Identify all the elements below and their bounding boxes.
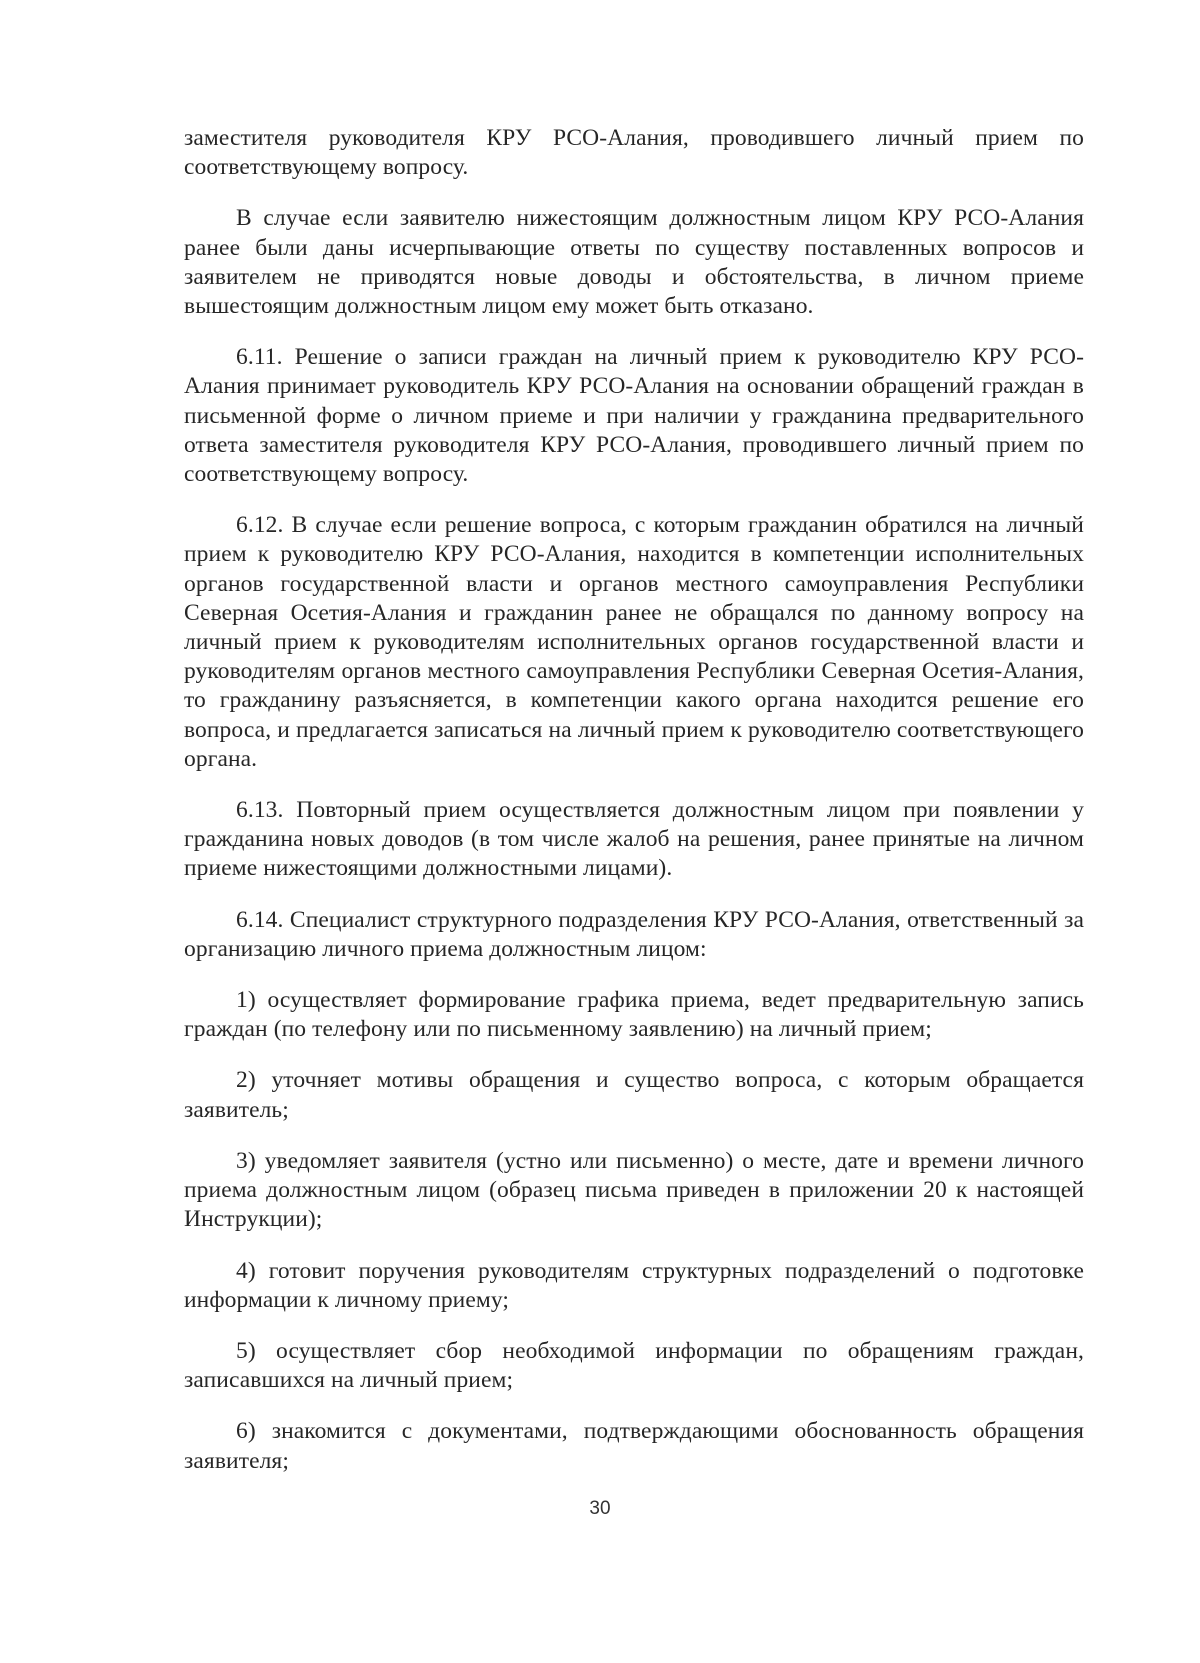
list-item-6: 6) знакомится с документами, подтверждающими обоснованность обращения заявителя; <box>184 1418 1084 1474</box>
paragraph-continuation: заместителя руководителя КРУ РСО-Алания, проводившего личный прием по соответствующему вопросу. <box>184 125 1084 181</box>
page-number: 30 <box>589 1498 611 1519</box>
document-body <box>184 124 1084 1498</box>
paragraph-refusal-case: В случае если заявителю нижестоящим должностным лицом КРУ РСО-Алания ранее были даны исчерпывающие ответы по существу поставленных вопросов и заявителем не приводятся новые доводы и обстоятельства, в личном приеме вышестоящим должностным лицом ему может быть отказано. <box>184 205 1084 320</box>
list-item-1: 1) осуществляет формирование графика приема, ведет предварительную запись граждан (по телефону или по письменному заявлению) на личный прием; <box>184 987 1084 1043</box>
list-item-2: 2) уточняет мотивы обращения и существо вопроса, с которым обращается заявитель; <box>184 1067 1084 1123</box>
paragraph-6-12: 6.12. В случае если решение вопроса, с которым гражданин обратился на личный прием к руководителю КРУ РСО-Алания, находится в компетенции исполнительных органов государственной власти и органов местного самоуправления Республики Северная Осетия-Алания и гражданин ранее не обращался по данному вопросу на личный прием к руководителям исполнительных органов государственной власти и руководителям органов местного самоуправления Республики Северная Осетия-Алания, то гражданину разъясняется, в компетенции какого органа находится решение его вопроса, и предлагается записаться на личный прием к руководителю соответствующего органа. <box>184 512 1084 772</box>
list-item-3: 3) уведомляет заявителя (устно или письменно) о месте, дате и времени личного приема должностным лицом (образец письма приведен в приложении 20 к настоящей Инструкции); <box>184 1147 1084 1233</box>
list-item-4: 4) готовит поручения руководителям структурных подразделений о подготовке информации к личному приему; <box>184 1257 1084 1313</box>
paragraph-6-14: 6.14. Специалист структурного подразделения КРУ РСО-Алания, ответственный за организацию личного приема должностным лицом: <box>184 906 1084 962</box>
paragraph-6-13: 6.13. Повторный прием осуществляется должностным лицом при появлении у гражданина новых доводов (в том числе жалоб на решения, ранее принятые на личном приеме нижестоящими должностными лицами). <box>184 797 1084 882</box>
list-item-5: 5) осуществляет сбор необходимой информации по обращениям граждан, записавшихся на личный прием; <box>184 1337 1084 1394</box>
paragraph-6-11: 6.11. Решение о записи граждан на личный прием к руководителю КРУ РСО-Алания принимает руководитель КРУ РСО-Алания на основании обращений граждан в письменной форме о личном приеме и при наличии у гражданина предварительного ответа заместителя руководителя КРУ РСО-Алания, проводившего личный прием по соответствующему вопросу. <box>184 344 1084 488</box>
